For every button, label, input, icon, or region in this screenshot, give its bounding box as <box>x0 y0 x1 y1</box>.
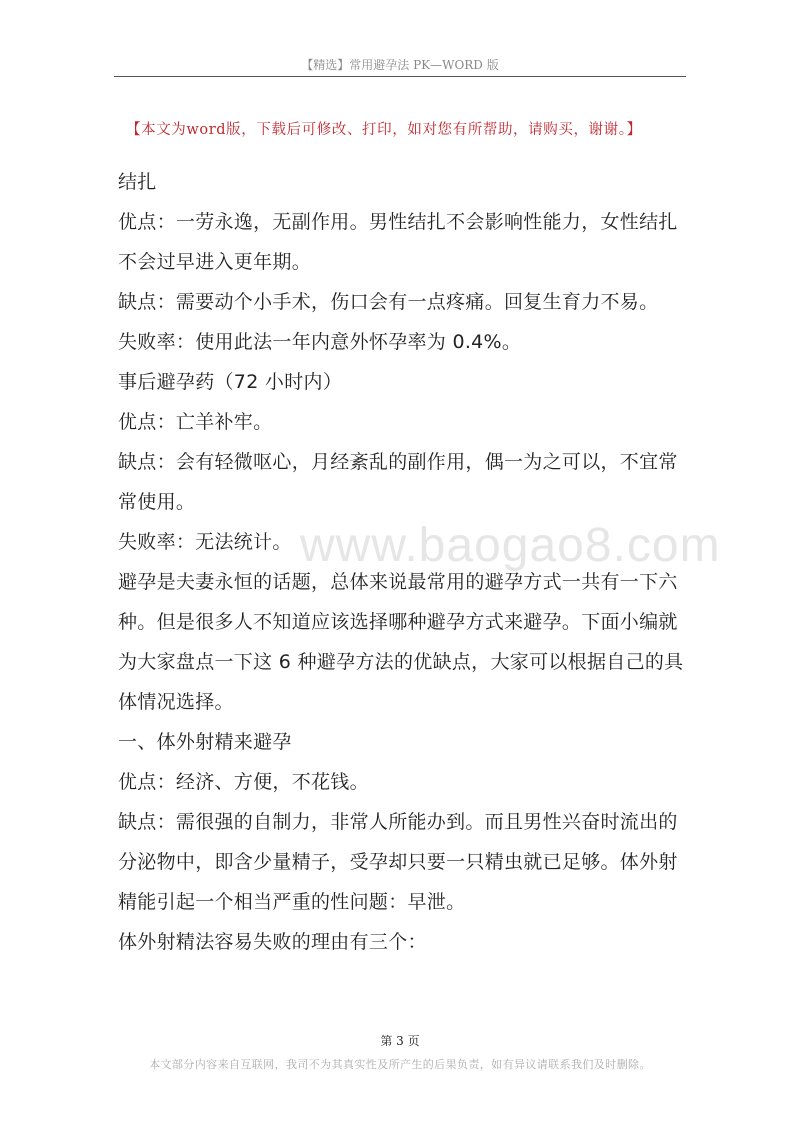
paragraph-emergency-pill-pros: 优点：亡羊补牢。 <box>118 411 273 433</box>
paragraph-emergency-pill-cons: 缺点：会有轻微呕心，月经紊乱的副作用，偶一为之可以，不宜常常使用。 <box>118 451 678 513</box>
footer-disclaimer: 本文部分内容来自互联网，我司不为其真实性及所产生的后果负责，如有异议请联系我们及时删除。 <box>149 1058 651 1071</box>
paragraph-sterilization-failure-rate: 失败率：使用此法一年内意外怀孕率为 0.4%。 <box>118 331 522 353</box>
header-divider <box>114 76 686 77</box>
paragraph-withdrawal-reasons: 体外射精法容易失败的理由有三个： <box>118 931 427 953</box>
watermark-text: www.baogao8.com <box>300 519 721 572</box>
page-header-title: 【精选】常用避孕法 PK—WORD 版 <box>301 58 499 72</box>
paragraph-sterilization-pros: 优点：一劳永逸，无副作用。男性结扎不会影响性能力，女性结扎不会过早进入更年期。 <box>118 211 678 273</box>
document-body <box>118 162 688 962</box>
paragraph-withdrawal-cons: 缺点：需很强的自制力，非常人所能办到。而且男性兴奋时流出的分泌物中，即含少量精子，受孕却只要一只精虫就已足够。体外射精能引起一个相当严重的性问题：早泄。 <box>118 811 678 913</box>
paragraph-emergency-pill-heading: 事后避孕药（72 小时内） <box>118 371 343 393</box>
paragraph-sterilization-heading: 结扎 <box>118 171 157 193</box>
word-version-notice: 【本文为word版，下载后可修改、打印，如对您有所帮助，请购买，谢谢。】 <box>126 122 642 138</box>
page-number: 第 3 页 <box>380 1034 420 1048</box>
paragraph-emergency-pill-failure-rate: 失败率：无法统计。 <box>118 531 292 553</box>
paragraph-withdrawal-heading: 一、体外射精来避孕 <box>118 731 292 753</box>
paragraph-sterilization-cons: 缺点：需要动个小手术，伤口会有一点疼痛。回复生育力不易。 <box>118 291 659 313</box>
paragraph-intro: 避孕是夫妻永恒的话题，总体来说最常用的避孕方式一共有一下六种。但是很多人不知道应该选择哪种避孕方式来避孕。下面小编就为大家盘点一下这 6 种避孕方法的优缺点，大家可以根据自己的具体情况选择。 <box>118 571 684 713</box>
paragraph-withdrawal-pros: 优点：经济、方便，不花钱。 <box>118 771 369 793</box>
